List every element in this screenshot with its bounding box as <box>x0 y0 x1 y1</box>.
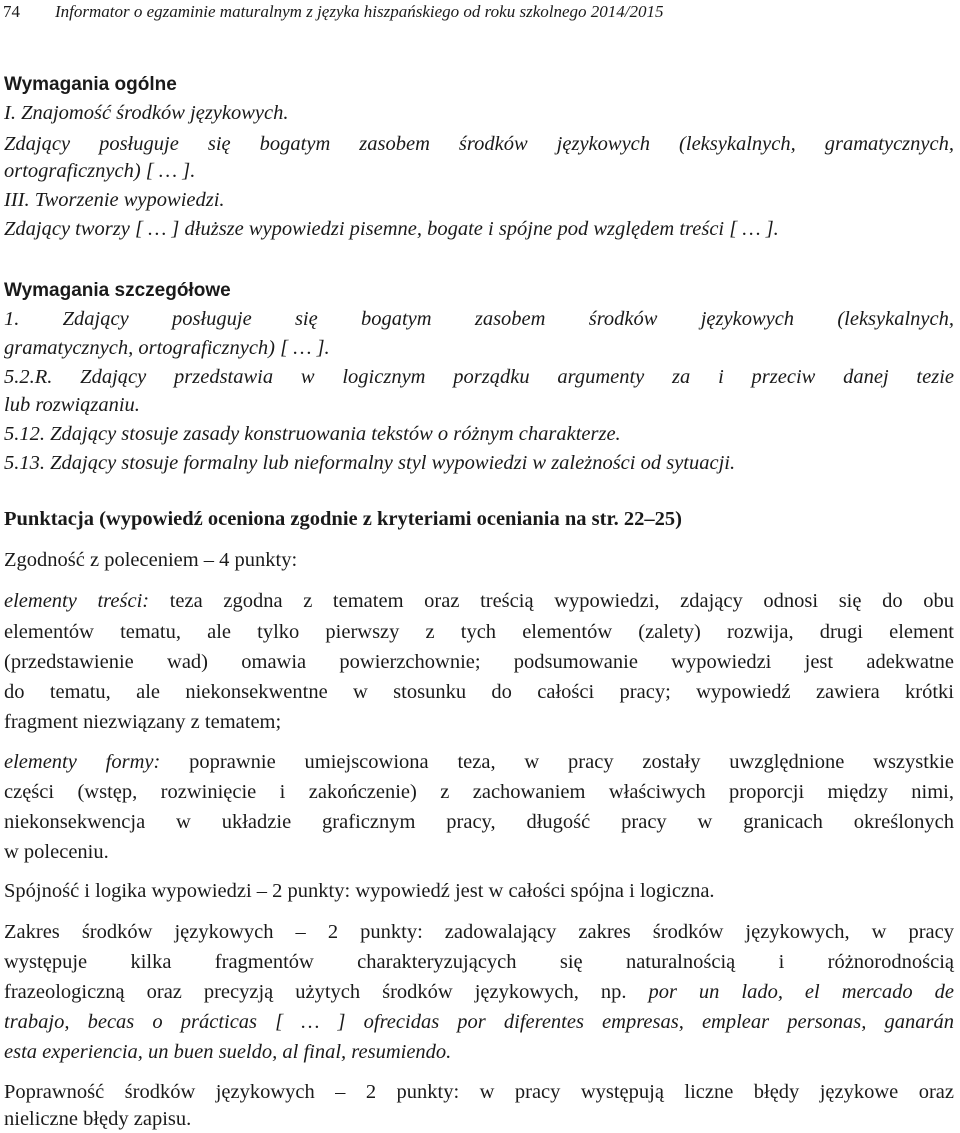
content-elements-line: fragment niezwiązany z tematem; <box>4 711 282 733</box>
language-range-line: Zakres środków językowych – 2 punkty: zadowalający zakres środków językowych, w pracy <box>4 921 954 943</box>
page-number: 74 <box>3 2 20 21</box>
content-elements-line: elementów tematu, ale tylko pierwszy z tych elementów (zalety) rozwija, drugi element <box>4 621 954 643</box>
general-requirement-1-desc-line: Zdający posługuje się bogatym zasobem środków językowych (leksykalnych, gramatycznych, <box>4 133 954 155</box>
page-header <box>3 0 663 24</box>
detailed-requirement-line: 5.12. Zdający stosuje zasady konstruowania tekstów o różnym charakterze. <box>4 423 621 445</box>
content-elements-label: elementy treści: <box>4 590 150 612</box>
language-correctness-line: Poprawność środków językowych – 2 punkty: w pracy występują liczne błędy językowe oraz <box>4 1081 954 1103</box>
content-elements-line: do tematu, ale niekonsekwentne w stosunku do całości pracy; wypowiedź zawiera krótki <box>4 681 954 703</box>
general-requirement-1-desc-line: ortograficznych) [ … ]. <box>4 160 196 182</box>
detailed-requirement-line: 5.13. Zdający stosuje formalny lub nieformalny styl wypowiedzi w zależności od sytuacji. <box>4 452 736 474</box>
content-elements-line: (przedstawienie wad) omawia powierzchownie; podsumowanie wypowiedzi jest adekwatne <box>4 651 954 673</box>
detailed-requirement-line: lub rozwiązaniu. <box>4 394 140 416</box>
form-elements-line: niekonsekwencja w układzie graficznym pracy, długość pracy w granicach określonych <box>4 811 954 833</box>
compliance-score: Zgodność z poleceniem – 4 punkty: <box>4 549 298 571</box>
language-range-line: frazeologiczną oraz precyzją użytych środków językowych, np. por un lado, el mercado de <box>4 981 954 1003</box>
spanish-examples: esta experiencia, un buen sueldo, al final, resumiendo. <box>4 1041 452 1063</box>
spanish-examples: trabajo, becas o prácticas [ … ] ofrecidas por diferentes empresas, emplear personas, ganarán <box>4 1011 954 1033</box>
form-elements-line: elementy formy: poprawnie umiejscowiona teza, w pracy zostały uwzględnione wszystkie <box>4 751 954 773</box>
form-elements-line: części (wstęp, rozwinięcie i zakończenie) z zachowaniem właściwych proporcji między nimi, <box>4 781 954 803</box>
scoring-heading: Punktacja (wypowiedź oceniona zgodnie z kryteriami oceniania na str. 22–25) <box>4 508 682 530</box>
general-requirement-3: III. Tworzenie wypowiedzi. <box>4 189 225 211</box>
content-elements-line: elementy treści: teza zgodna z tematem oraz treścią wypowiedzi, zdający odnosi się do obu <box>4 590 954 612</box>
general-requirements-heading: Wymagania ogólne <box>4 74 177 95</box>
detailed-requirement-line: 1. Zdający posługuje się bogatym zasobem środków językowych (leksykalnych, <box>4 308 954 330</box>
detailed-requirement-line: gramatycznych, ortograficznych) [ … ]. <box>4 337 330 359</box>
detailed-requirement-line: 5.2.R. Zdający przedstawia w logicznym porządku argumenty za i przeciw danej tezie <box>4 366 954 388</box>
form-elements-line: w poleceniu. <box>4 841 109 863</box>
detailed-requirements-heading: Wymagania szczegółowe <box>4 280 231 301</box>
spanish-examples: por un lado, el mercado de <box>648 981 954 1003</box>
language-range-line: występuje kilka fragmentów charakteryzujących się naturalnością i różnorodnością <box>4 951 954 973</box>
coherence-score: Spójność i logika wypowiedzi – 2 punkty: wypowiedź jest w całości spójna i logiczna. <box>4 880 715 902</box>
general-requirement-3-desc: Zdający tworzy [ … ] dłuższe wypowiedzi pisemne, bogate i spójne pod względem treści [ … ]. <box>4 218 779 240</box>
form-elements-label: elementy formy: <box>4 751 161 773</box>
running-title: Informator o egzaminie maturalnym z języka hiszpańskiego od roku szkolnego 2014/2015 <box>55 2 664 21</box>
general-requirement-1: I. Znajomość środków językowych. <box>4 102 289 124</box>
language-correctness-line: nieliczne błędy zapisu. <box>4 1108 192 1130</box>
